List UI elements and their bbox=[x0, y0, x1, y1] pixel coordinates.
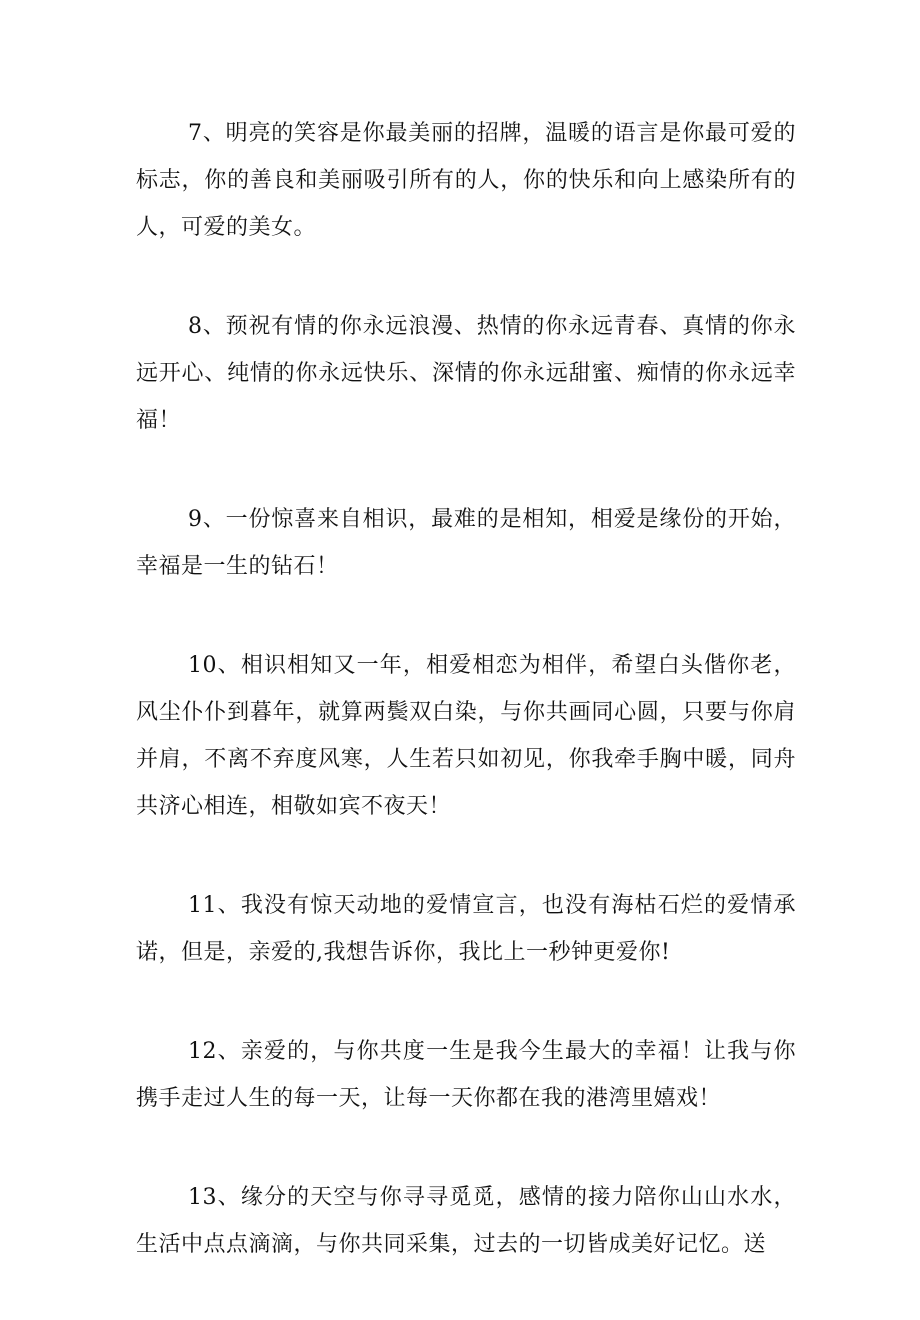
paragraph-7: 7、明亮的笑容是你最美丽的招牌，温暖的语言是你最可爱的标志，你的善良和美丽吸引所有的人，你的快乐和向上感染所有的人，可爱的美女。 bbox=[136, 121, 796, 240]
paragraph-13: 13、缘分的天空与你寻寻觅觅，感情的接力陪你山山水水，生活中点点滴滴，与你共同采集，过去的一切皆成美好记忆。送 bbox=[136, 1185, 796, 1257]
paragraph-8: 8、预祝有情的你永远浪漫、热情的你永远青春、真情的你永远开心、纯情的你永远快乐、深情的你永远甜蜜、痴情的你永远幸福！ bbox=[136, 314, 796, 433]
paragraph-11: 11、我没有惊天动地的爱情宣言，也没有海枯石烂的爱情承诺，但是，亲爱的,我想告诉你，我比上一秒钟更爱你! bbox=[136, 893, 796, 965]
document-body bbox=[136, 110, 796, 1320]
paragraph-10: 10、相识相知又一年，相爱相恋为相伴，希望白头偕你老，风尘仆仆到暮年，就算两鬓双白染，与你共画同心圆，只要与你肩并肩，不离不弃度风寒，人生若只如初见，你我牵手胸中暖，同舟共济心相连，相敬如宾不夜天！ bbox=[136, 653, 796, 819]
paragraph-9: 9、一份惊喜来自相识，最难的是相知，相爱是缘份的开始，幸福是一生的钻石！ bbox=[136, 507, 796, 579]
paragraph-12: 12、亲爱的，与你共度一生是我今生最大的幸福！让我与你携手走过人生的每一天，让每一天你都在我的港湾里嬉戏！ bbox=[136, 1039, 796, 1111]
